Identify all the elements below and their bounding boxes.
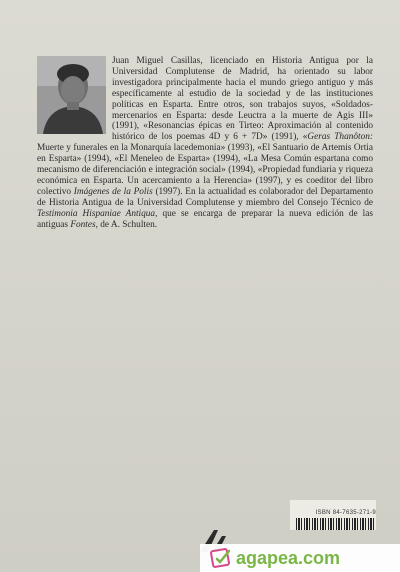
bio-title-geras: Geras Thanôton: xyxy=(307,132,373,143)
barcode xyxy=(296,518,374,530)
bio-title-testimonia: Testimonia Hispaniae Antiqua xyxy=(37,208,156,219)
author-name: Juan Miguel Casillas xyxy=(112,56,201,66)
bio-title-fontes: Fontes xyxy=(70,219,96,230)
bio-text-2: Muerte y funerales en la Monarquía lacedemonia» (1993), «El Santuario de Artemis Ortia en Esparta» (1994), «El Meneleo de Esparta» (1994), «La Mesa Común espartana como mecanismo de diferenciación e integración social» (1994), «Propiedad fundiaria y riqueza económica en Esparta. Un acercamiento a la Herencia» (1997), y es coeditor del libro colectivo xyxy=(37,143,373,197)
bio-text-1: , licenciado en Historia Antigua por la Universidad Complutense de Madrid, ha orientado su labor investigadora principalmente hacia el mundo griego antiguo y más específicamente al estudio de la sociedad y de las instituciones políticas en Esparta. Entre otros, son trabajos suyos, «Soldados-mercenarios en Esparta: desde Leuctra a la muerte de Agis III» (1991), «Resonancias épicas en Tirteo: Aproximación al contenido histórico de los poemas 4D y 6 + 7D» (1991), « xyxy=(112,56,373,143)
photo-spacer xyxy=(37,56,112,142)
agapea-logo-icon xyxy=(210,547,232,569)
watermark-text: agapea.com xyxy=(236,547,341,568)
bio-text-3: (1997). En la actualidad es colaborador del Departamento de Historia Antigua de la Universidad Complutense y miembro del Consejo Técnico de xyxy=(37,186,373,208)
watermark xyxy=(200,544,400,572)
bio-text-4: , que se encarga de preparar la nueva edición de las antiguas xyxy=(37,208,373,230)
bio-title-imagenes: Imágenes de la Polis xyxy=(73,186,153,197)
bio-text-5: , de A. Schulten. xyxy=(95,219,158,230)
author-biography xyxy=(37,56,373,231)
isbn-label: ISBN 84-7635-271-9 xyxy=(315,510,376,516)
